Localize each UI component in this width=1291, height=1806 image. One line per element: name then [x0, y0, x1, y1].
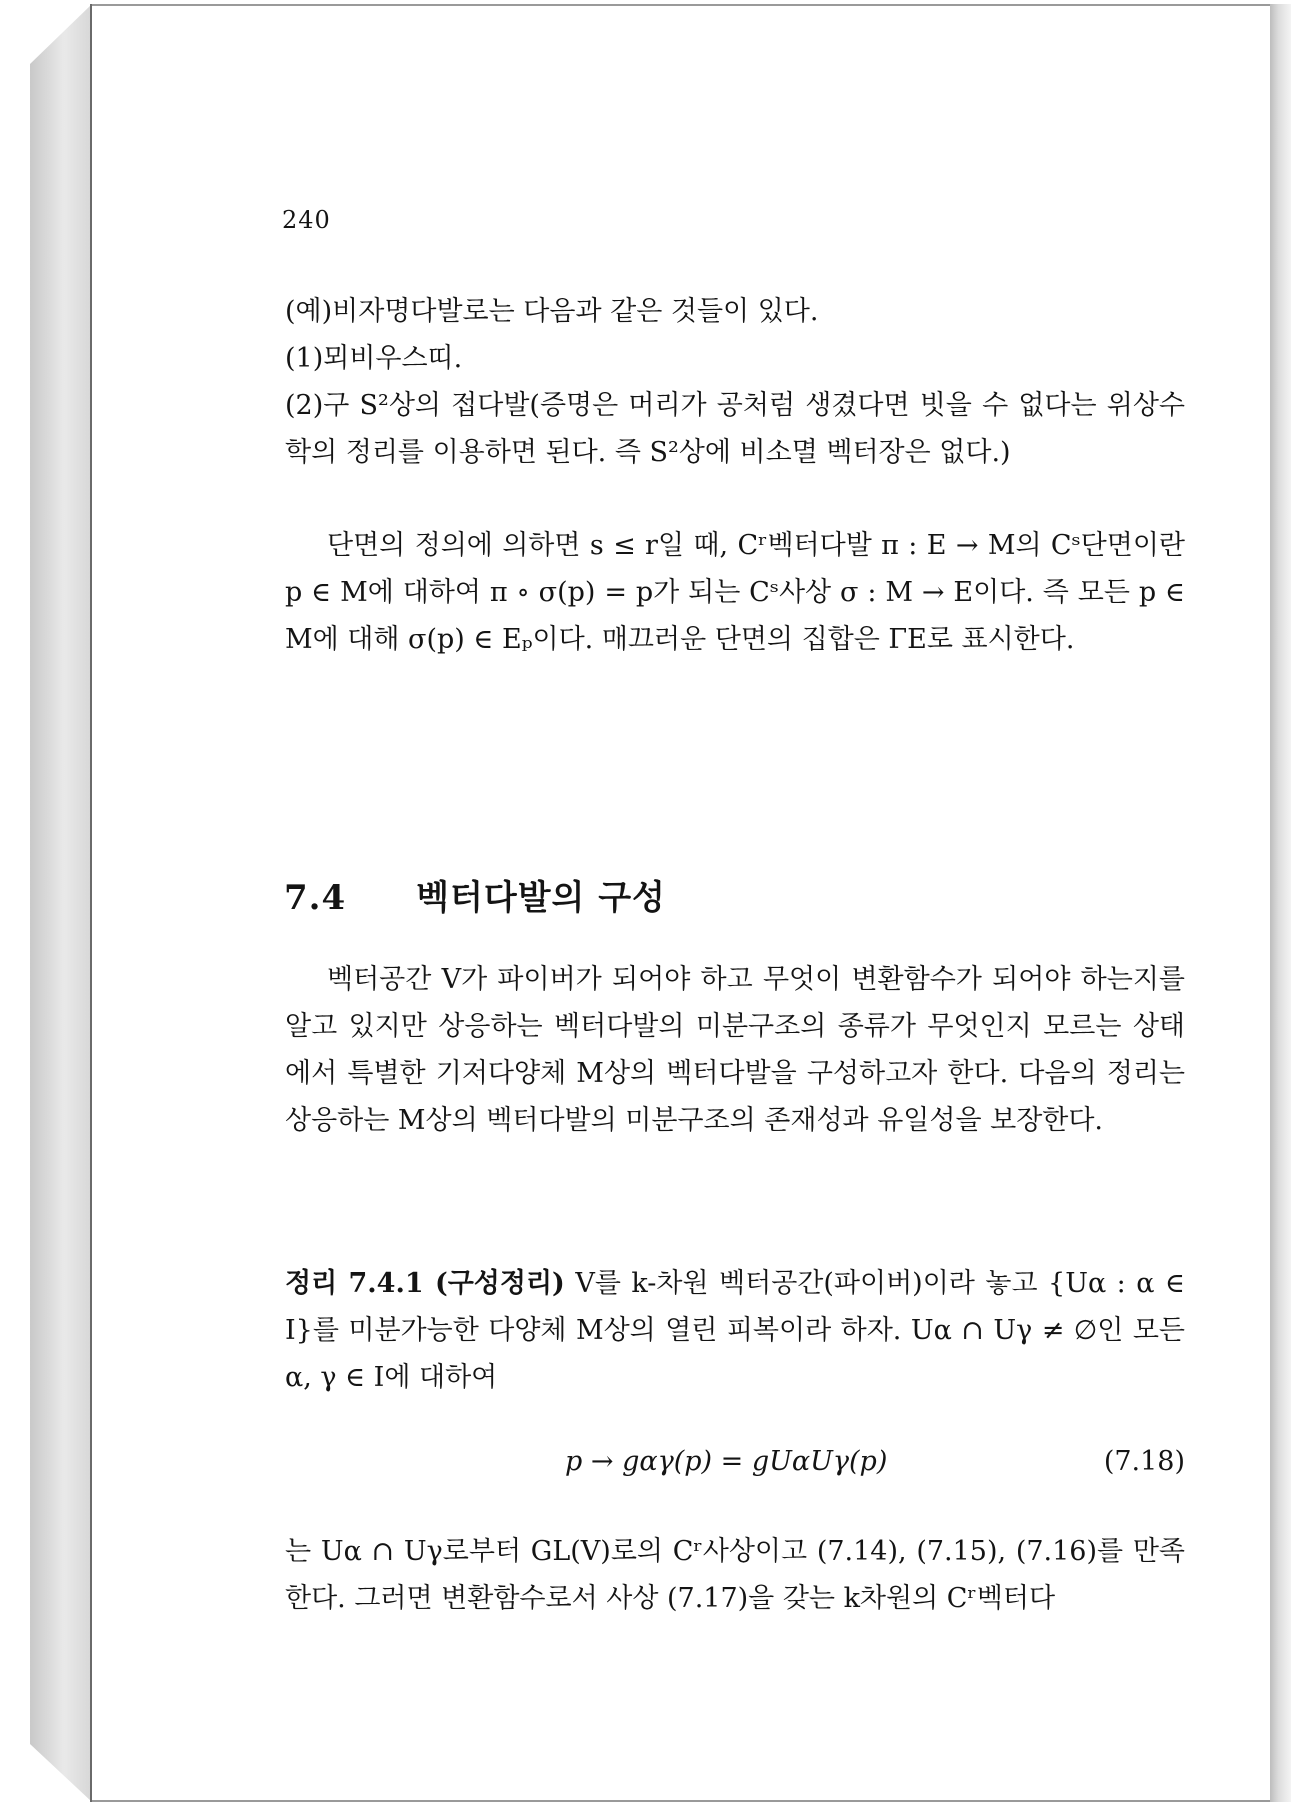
section-heading	[284, 870, 666, 919]
theorem-block	[285, 1260, 1185, 1401]
theorem-paragraph	[285, 1260, 1185, 1401]
equation-row	[285, 1446, 1185, 1486]
example-line-1: (예)비자명다발로는 다음과 같은 것들이 있다.	[285, 296, 819, 327]
page-edge-shadow	[1270, 4, 1291, 1802]
book-spine-side	[30, 4, 92, 1802]
section-definition-paragraph	[285, 522, 1185, 663]
equation-body: p → gαγ(p) = gUαUγ(p)	[565, 1446, 888, 1477]
after-equation-paragraph	[285, 1528, 1185, 1622]
example-block	[285, 288, 1185, 476]
section-title: 벡터다발의 구성	[416, 878, 666, 918]
theorem-label: 정리 7.4.1 (구성정리)	[285, 1268, 565, 1299]
page-number: 240	[282, 206, 331, 234]
example-line-2: (1)뫼비우스띠.	[285, 343, 463, 374]
intro-paragraph	[285, 956, 1185, 1144]
theorem-text: V를 k-차원 벡터공간(파이버)이라 놓고 {Uα : α ∈ I}를 미분가능한 다양체 M상의 열린 피복이라 하자. Uα ∩ Uγ ≠ ∅인 모든 α, γ ∈ I에 대하여	[285, 1268, 1185, 1393]
after-equation-text: 는 Uα ∩ Uγ로부터 GL(V)로의 Cʳ사상이고 (7.14), (7.15), (7.16)를 만족한다. 그러면 변환함수로서 사상 (7.17)을 갖는 k차원의 Cʳ벡터다	[285, 1536, 1185, 1614]
equation-number: (7.18)	[1103, 1446, 1185, 1477]
section-definition-text: 단면의 정의에 의하면 s ≤ r일 때, Cʳ벡터다발 π : E → M의 Cˢ단면이란 p ∈ M에 대하여 π ∘ σ(p) = p가 되는 Cˢ사상 σ : M → E이다. 즉 모든 p ∈ M에 대해 σ(p) ∈ Eₚ이다. 매끄러운 단면의 집합은 ΓE로 표시한다.	[285, 530, 1185, 655]
intro-text: 벡터공간 V가 파이버가 되어야 하고 무엇이 변환함수가 되어야 하는지를 알고 있지만 상응하는 벡터다발의 미분구조의 종류가 무엇인지 모르는 상태에서 특별한 기저다양체 M상의 벡터다발을 구성하고자 한다. 다음의 정리는 상응하는 M상의 벡터다발의 미분구조의 존재성과 유일성을 보장한다.	[285, 964, 1185, 1136]
example-line-3: (2)구 S²상의 접다발(증명은 머리가 공처럼 생겼다면 빗을 수 없다는 위상수학의 정리를 이용하면 된다. 즉 S²상에 비소멸 벡터장은 없다.)	[285, 390, 1185, 468]
section-number: 7.4	[284, 878, 347, 918]
